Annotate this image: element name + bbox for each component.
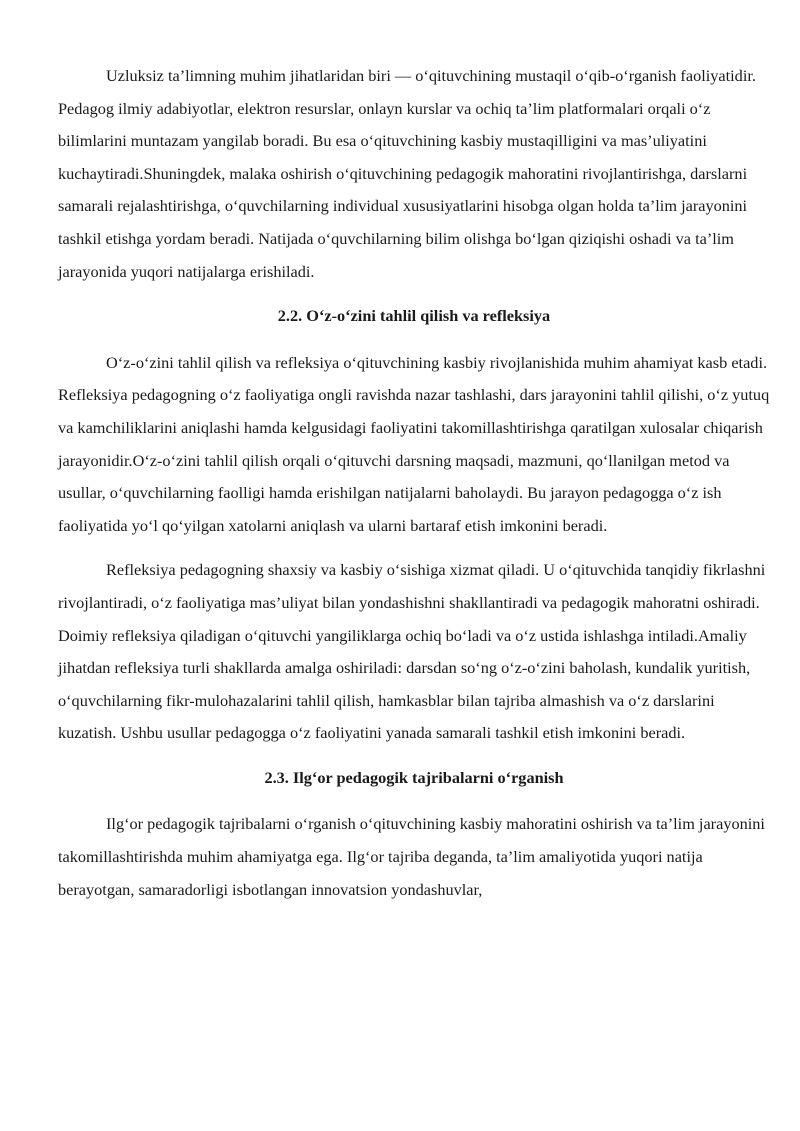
section-2-2-paragraph-1: O‘z-o‘zini tahlil qilish va refleksiya o‘qituvchining kasbiy rivojlanishida muhim ahamiyat kasb etadi. Refleksiya pedagogning o‘z faoliyatiga ongli ravishda nazar tashlashi, dars jarayonini tahlil qilishi, o‘z yutuq va kamchiliklarini aniqlashi hamda kelgusidagi faoliyatini takomillashtirishga qaratilgan xulosalar chiqarish jarayonidir.O‘z-o‘zini tahlil qilish orqali o‘qituvchi darsning maqsadi, mazmuni, qo‘llanilgan metod va usullar, o‘quvchilarning faolligi hamda erishilgan natijalarni baholaydi. Bu jarayon pedagogga o‘z ish faoliyatida yo‘l qo‘yilgan xatolarni aniqlash va ularni bartaraf etish imkonini beradi. [58,352,770,535]
document-page [58,60,770,918]
intro-paragraph: Uzluksiz ta’limning muhim jihatlaridan biri — o‘qituvchining mustaqil o‘qib-o‘rganish faoliyatidir. Pedagog ilmiy adabiyotlar, elektron resurslar, onlayn kurslar va ochiq ta’lim platformalari orqali o‘z bilimlarini muntazam yangilab boradi. Bu esa o‘qituvchining kasbiy mustaqilligini va mas’uliyatini kuchaytiradi.Shuningdek, malaka oshirish o‘qituvchining pedagogik mahoratini rivojlantirishga, darslarni samarali rejalashtirishga, o‘quvchilarning individual xususiyatlarini hisobga olgan holda ta’lim jarayonini tashkil etishga yordam beradi. Natijada o‘quvchilarning bilim olishga bo‘lgan qiziqishi oshadi va ta’lim jarayonida yuqori natijalarga erishiladi. [58,66,756,281]
section-heading-2-3: 2.3. Ilg‘or pedagogik tajribalarni o‘rganish [264,767,564,787]
section-heading-2-2: 2.2. O‘z-o‘zini tahlil qilish va refleksiya [277,306,551,326]
section-2-2-paragraph-2: Refleksiya pedagogning shaxsiy va kasbiy o‘sishiga xizmat qiladi. U o‘qituvchida tanqidiy fikrlashni rivojlantiradi, o‘z faoliyatiga mas’uliyat bilan yondashishni shakllantiradi va pedagogik mahoratni oshiradi. Doimiy refleksiya qiladigan o‘qituvchi yangiliklarga ochiq bo‘ladi va o‘z ustida ishlashga intiladi.Amaliy jihatdan refleksiya turli shakllarda amalga oshiriladi: darsdan so‘ng o‘z-o‘zini baholash, kundalik yuritish, o‘quvchilarning fikr-mulohazalarini tahlil qilish, hamkasblar bilan tajriba almashish va o‘z darslarini kuzatish. Ushbu usullar pedagogga o‘z faoliyatini yanada samarali tashkil etish imkonini beradi. [58,560,766,743]
section-2-3-paragraph-1: Ilg‘or pedagogik tajribalarni o‘rganish o‘qituvchining kasbiy mahoratini oshirish va ta’lim jarayonini takomillashtirishda muhim ahamiyatga ega. Ilg‘or tajriba deganda, ta’lim amaliyotida yuqori natija berayotgan, samaradorligi isbotlangan innovatsion yondashuvlar, [58,814,765,899]
